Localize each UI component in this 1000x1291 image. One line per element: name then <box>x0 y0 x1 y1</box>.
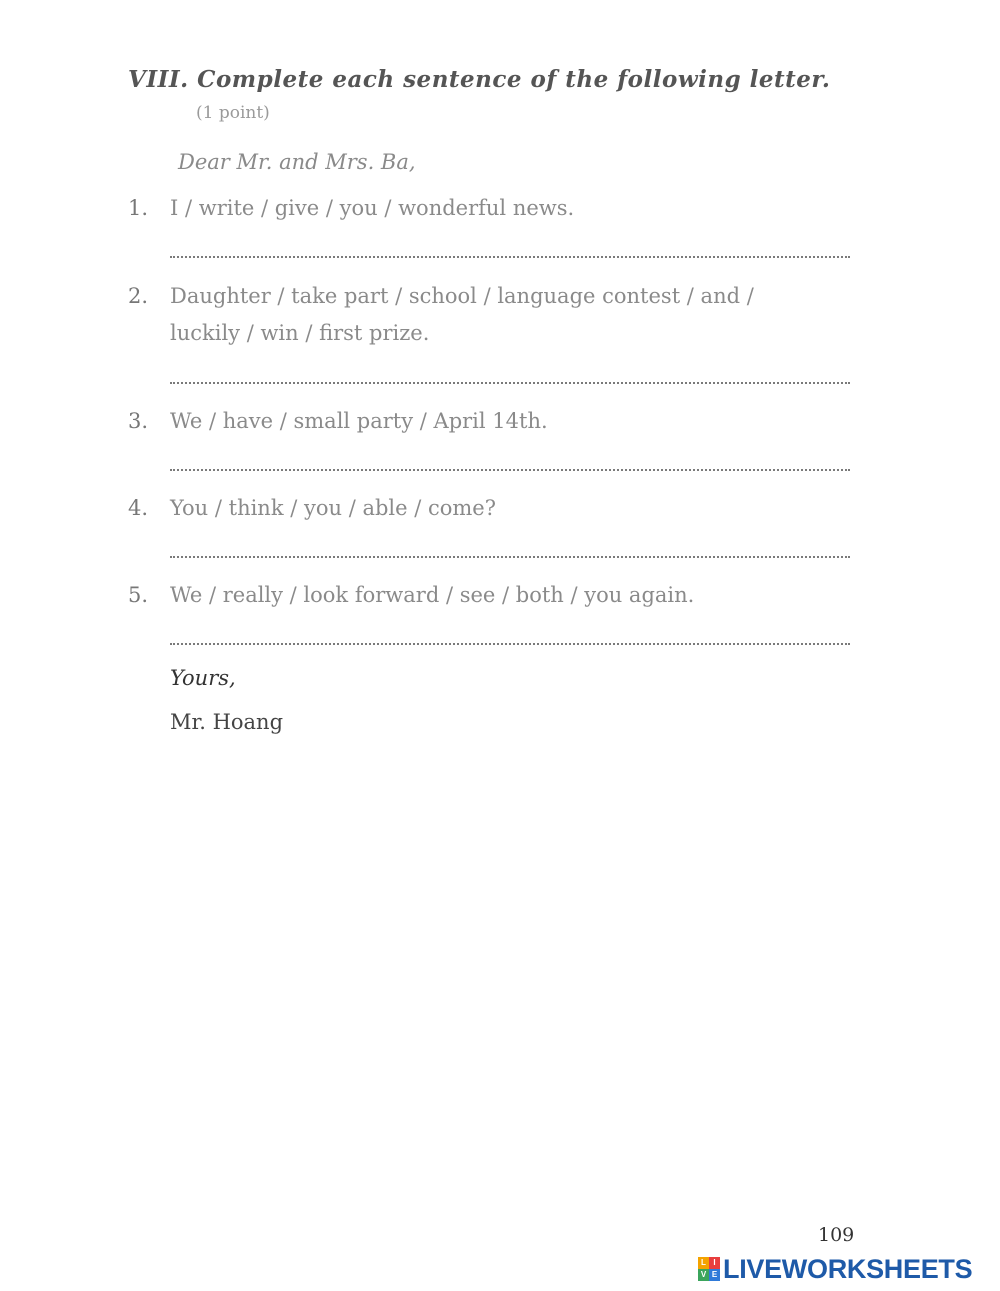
answer-input-1[interactable] <box>170 226 854 254</box>
item-number: 2. <box>128 284 149 308</box>
letter-salutation: Dear Mr. and Mrs. Ba, <box>178 150 416 174</box>
item-prompt: Daughter / take part / school / language contest / and / <box>170 284 754 308</box>
brand-name: LIVEWORKSHEETS <box>723 1253 973 1284</box>
item-number: 4. <box>128 496 149 520</box>
answer-line <box>170 643 850 645</box>
logo-letter: E <box>709 1269 720 1281</box>
letter-closing: Yours, <box>170 666 236 690</box>
item-prompt-continued: luckily / win / first prize. <box>170 321 430 345</box>
answer-line <box>170 469 850 471</box>
item-prompt: I / write / give / you / wonderful news. <box>170 196 575 220</box>
points-label: (1 point) <box>196 103 270 123</box>
item-number: 1. <box>128 196 149 220</box>
item-number: 5. <box>128 583 149 607</box>
item-prompt: We / really / look forward / see / both / you again. <box>170 583 695 607</box>
logo-letter: L <box>698 1257 709 1269</box>
item-prompt: We / have / small party / April 14th. <box>170 409 548 433</box>
page-number: 109 <box>818 1224 855 1246</box>
answer-input-2[interactable] <box>170 352 854 380</box>
exercise-heading: VIII. Complete each sentence of the following letter. <box>128 66 831 93</box>
answer-input-4[interactable] <box>170 526 854 554</box>
item-prompt: You / think / you / able / come? <box>170 496 496 520</box>
answer-line <box>170 382 850 384</box>
item-number: 3. <box>128 409 149 433</box>
letter-signature: Mr. Hoang <box>170 710 284 734</box>
logo-letter: I <box>709 1257 720 1269</box>
answer-input-5[interactable] <box>170 613 854 641</box>
answer-line <box>170 256 850 258</box>
answer-input-3[interactable] <box>170 439 854 467</box>
liveworksheets-logo-icon <box>698 1257 720 1281</box>
answer-line <box>170 556 850 558</box>
logo-letter: V <box>698 1269 709 1281</box>
liveworksheets-brand[interactable] <box>698 1254 972 1284</box>
